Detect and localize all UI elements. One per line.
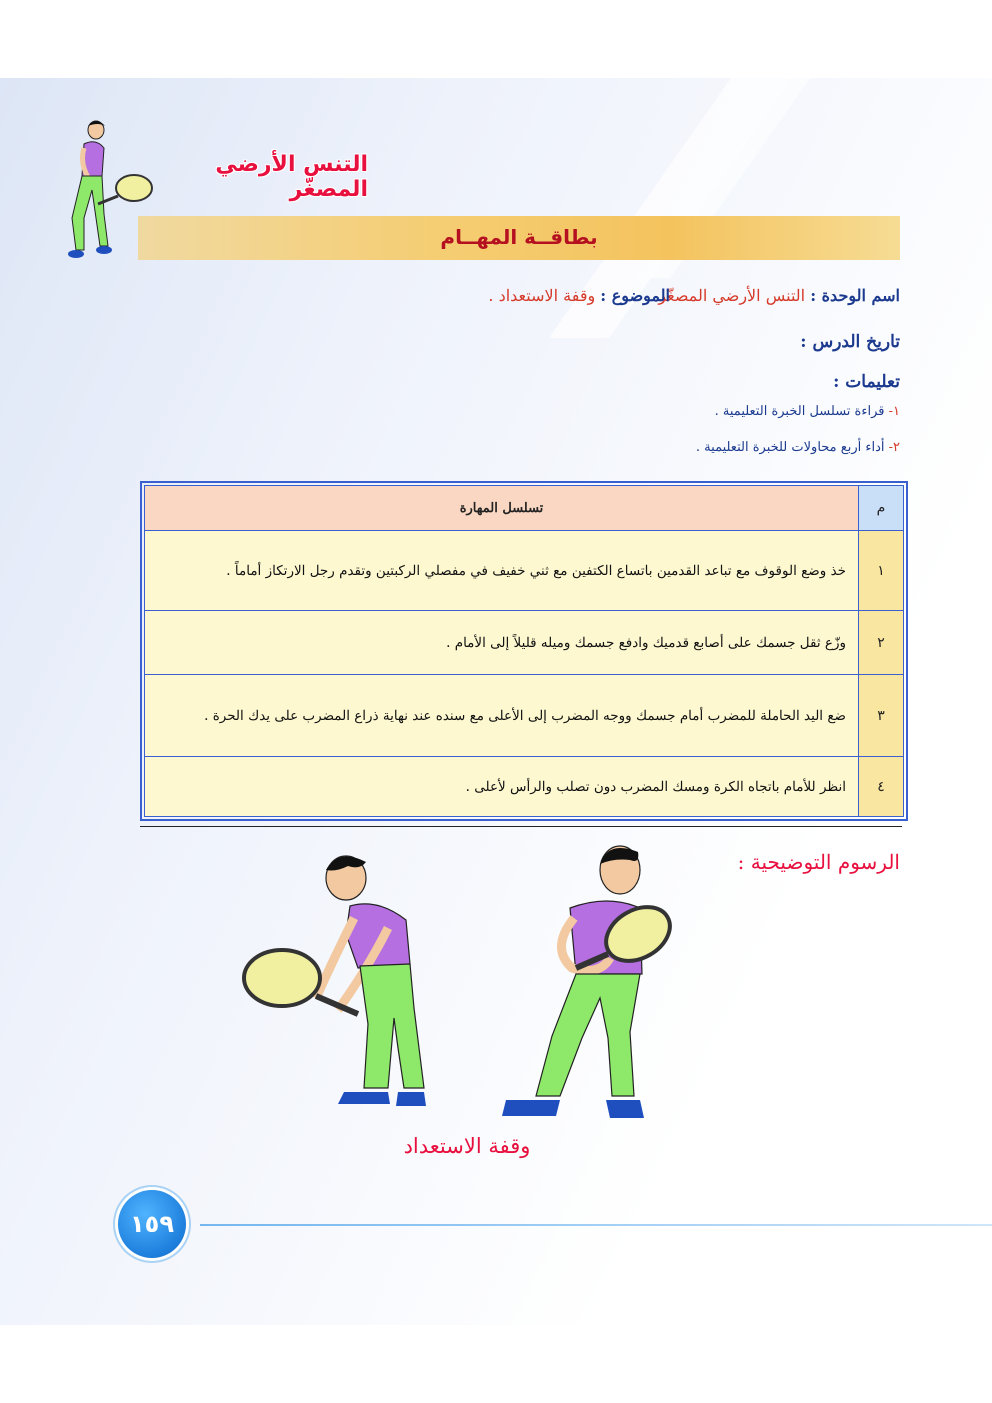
row-text: انظر للأمام باتجاه الكرة ومسك المضرب دون تصلب والرأس لأعلى . — [145, 757, 859, 817]
page-footer-line — [200, 1224, 992, 1226]
instructions-title: تعليمات : — [833, 372, 900, 392]
unit-value: التنس الأرضي المصغّر — [658, 286, 806, 305]
table-row — [145, 531, 904, 611]
topic-value: وقفة الاستعداد . — [488, 286, 596, 305]
row-number: ٤ — [859, 757, 904, 817]
lesson-date — [800, 332, 900, 352]
instructions-heading — [833, 372, 900, 392]
illustration-caption: وقفة الاستعداد — [403, 1134, 531, 1158]
date-label: تاريخ الدرس : — [800, 332, 900, 352]
topic-label: الموضوع : — [600, 286, 670, 305]
topic-group — [488, 286, 670, 305]
page-number-badge: ١٥٩ — [118, 1190, 186, 1258]
table-row — [145, 611, 904, 675]
card-title: بطاقــة المهــام — [440, 225, 598, 249]
table-row — [145, 757, 904, 817]
unit-label: اسم الوحدة : — [810, 286, 900, 305]
player-ready-stance-upright-icon — [490, 838, 690, 1128]
skill-table — [140, 481, 908, 821]
header-num: م — [859, 486, 904, 531]
instruction-item — [696, 440, 900, 455]
row-text: ضع اليد الحاملة للمضرب أمام جسمك ووجه المضرب إلى الأعلى مع سنده عند نهاية ذراع المضرب على يدك الحرة . — [145, 675, 859, 757]
row-number: ٢ — [859, 611, 904, 675]
table-underline — [140, 826, 902, 827]
table-row — [145, 675, 904, 757]
row-number: ١ — [859, 531, 904, 611]
card-banner — [138, 216, 900, 260]
unit-info-row — [340, 286, 900, 305]
chapter-title: التنس الأرضي المصغّر — [215, 152, 368, 202]
instruction-number: ٢- — [888, 440, 900, 455]
header-skill: تسلسل المهارة — [145, 486, 859, 531]
row-text: وزّع ثقل جسمك على أصابع قدميك وادفع جسمك وميله قليلاً إلى الأمام . — [145, 611, 859, 675]
row-number: ٣ — [859, 675, 904, 757]
instruction-text: أداء أربع محاولات للخبرة التعليمية . — [695, 440, 885, 455]
table-header-row — [145, 486, 904, 531]
instruction-item — [715, 404, 900, 419]
row-text: خذ وضع الوقوف مع تباعد القدمين باتساع الكتفين مع ثني خفيف في مفصلي الركبتين وتقدم رجل الارتكاز أماماً . — [145, 531, 859, 611]
instruction-text: قراءة تسلسل الخبرة التعليمية . — [714, 404, 885, 419]
player-ready-stance-bent-icon — [238, 848, 438, 1128]
illustrations-label: الرسوم التوضيحية : — [737, 850, 900, 874]
instruction-number: ١- — [888, 404, 900, 419]
